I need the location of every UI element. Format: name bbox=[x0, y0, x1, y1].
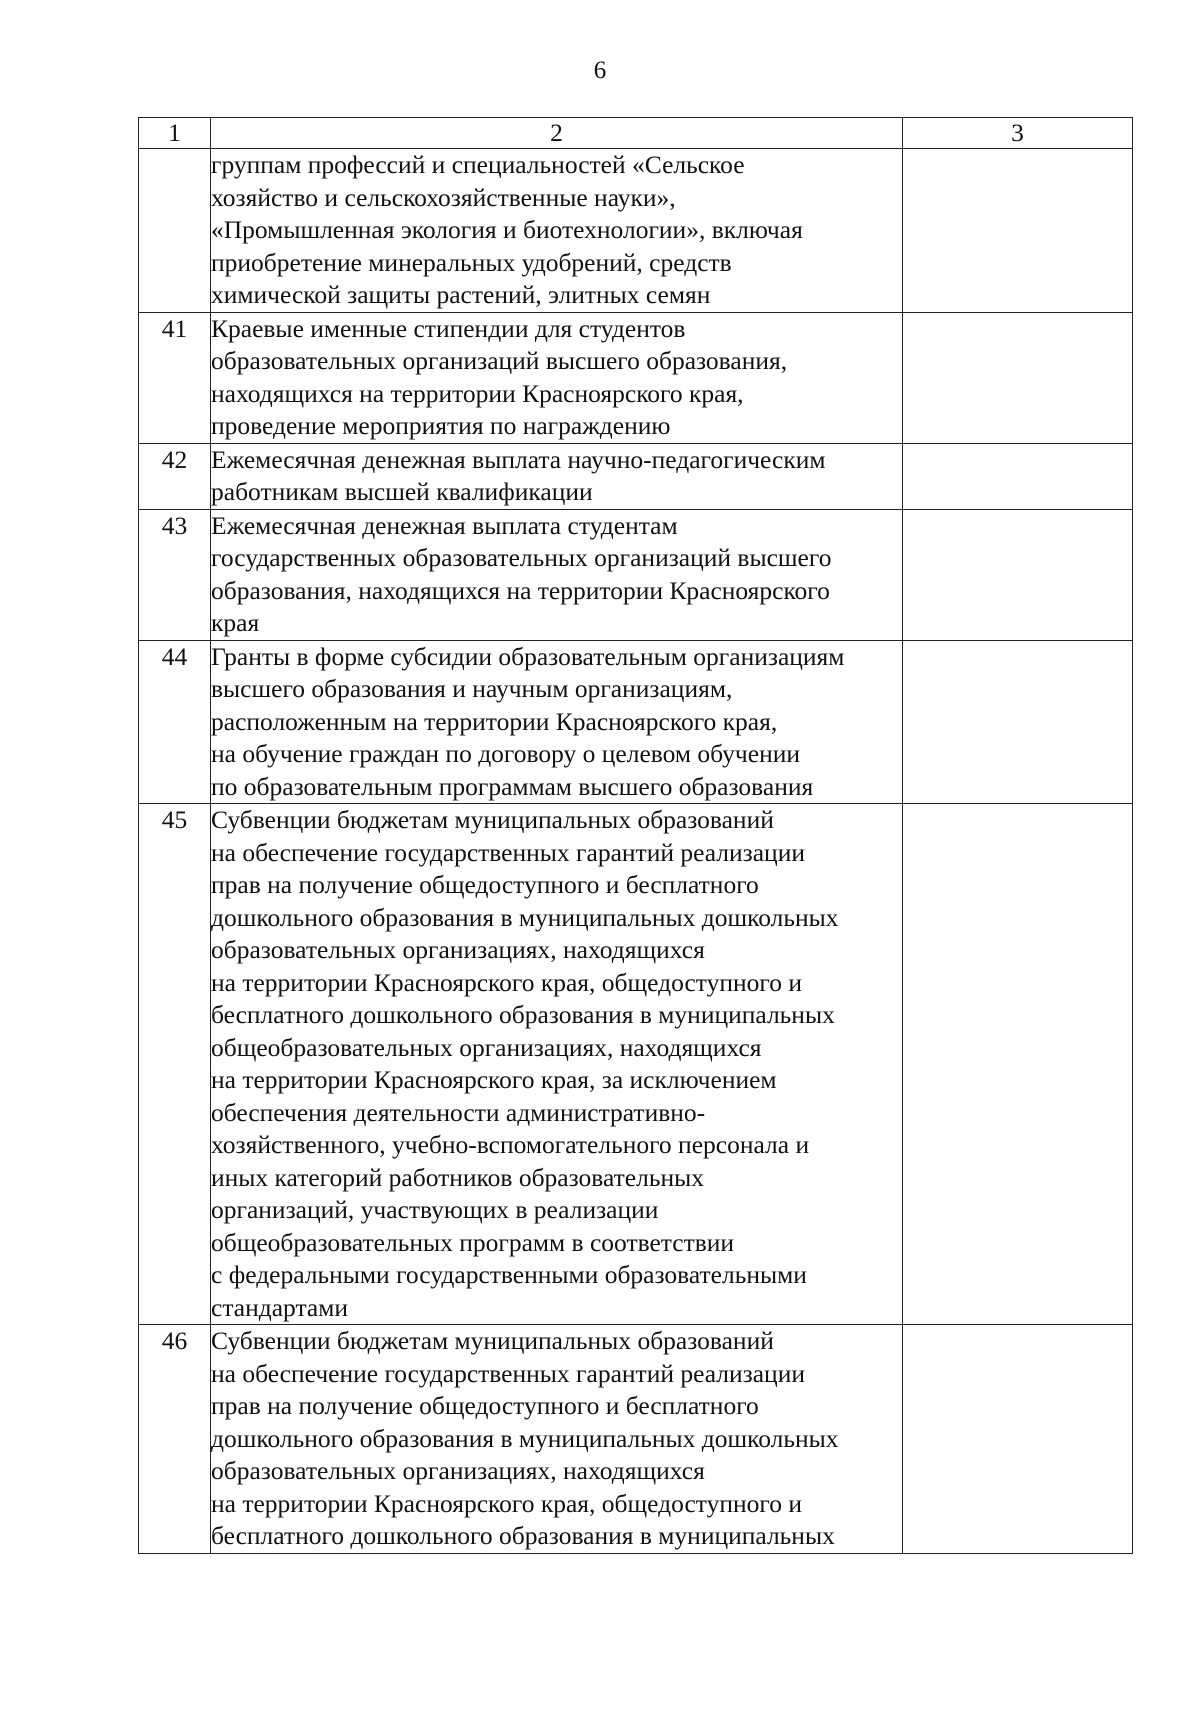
description-line: образовательных организациях, находящихся bbox=[211, 1456, 705, 1485]
table-header-row bbox=[139, 118, 1133, 149]
row-col-3 bbox=[903, 509, 1133, 640]
table-row bbox=[139, 312, 1133, 443]
description-line: на обеспечение государственных гарантий реализации bbox=[211, 837, 805, 867]
description-line: «Промышленная экология и биотехнологии», включая bbox=[211, 215, 803, 244]
description-line: Ежемесячная денежная выплата научно-педагогическим bbox=[211, 444, 826, 474]
description-line: хозяйство и сельскохозяйственные науки», bbox=[211, 182, 676, 212]
row-description bbox=[211, 443, 903, 509]
header-col-2: 2 bbox=[211, 118, 903, 149]
description-line: находящихся на территории Красноярского края, bbox=[211, 378, 744, 408]
description-line: проведение мероприятия по награждению bbox=[211, 411, 671, 440]
description-line: Краевые именные стипендии для студентов bbox=[211, 313, 686, 343]
row-description bbox=[211, 509, 903, 640]
description-line: общеобразовательных программ в соответствии bbox=[211, 1227, 735, 1257]
description-line: Гранты в форме субсидии образовательным организациям bbox=[211, 641, 845, 671]
description-line: работникам высшей квалификации bbox=[211, 477, 593, 506]
row-number: 41 bbox=[139, 312, 211, 443]
row-col-3 bbox=[903, 1325, 1133, 1554]
row-number: 46 bbox=[139, 1325, 211, 1554]
description-line: на территории Красноярского края, за исключением bbox=[211, 1065, 777, 1094]
description-line: хозяйственного, учебно-вспомогательного персонала и bbox=[211, 1130, 810, 1159]
row-description bbox=[211, 640, 903, 804]
row-description bbox=[211, 312, 903, 443]
row-col-3 bbox=[903, 149, 1133, 313]
description-line: Ежемесячная денежная выплата студентам bbox=[211, 510, 678, 540]
description-line: прав на получение общедоступного и бесплатного bbox=[211, 1391, 759, 1420]
table-row bbox=[139, 149, 1133, 313]
description-line: организаций, участвующих в реализации bbox=[211, 1195, 659, 1224]
table-row bbox=[139, 640, 1133, 804]
table-row bbox=[139, 509, 1133, 640]
header-col-1: 1 bbox=[139, 118, 211, 149]
description-line: стандартами bbox=[211, 1292, 349, 1322]
description-line: дошкольного образования в муниципальных дошкольных bbox=[211, 902, 839, 932]
description-line: химической защиты растений, элитных семян bbox=[211, 280, 711, 309]
description-line: общеобразовательных организациях, находящихся bbox=[211, 1032, 762, 1062]
description-line: бесплатного дошкольного образования в муниципальных bbox=[211, 1521, 835, 1550]
row-description bbox=[211, 1325, 903, 1554]
description-line: на обеспечение государственных гарантий реализации bbox=[211, 1358, 805, 1388]
description-line: на обучение граждан по договору о целевом обучении bbox=[211, 739, 801, 768]
row-description bbox=[211, 804, 903, 1325]
table-row bbox=[139, 804, 1133, 1325]
description-line: Субвенции бюджетам муниципальных образований bbox=[211, 1326, 774, 1355]
row-col-3 bbox=[903, 640, 1133, 804]
description-line: обеспечения деятельности административно- bbox=[211, 1097, 706, 1127]
description-line: группам профессий и специальностей «Сельское bbox=[211, 150, 745, 179]
row-number bbox=[139, 149, 211, 313]
table-row bbox=[139, 443, 1133, 509]
description-line: прав на получение общедоступного и бесплатного bbox=[211, 870, 759, 899]
row-description bbox=[211, 149, 903, 313]
row-number: 45 bbox=[139, 804, 211, 1325]
description-line: приобретение минеральных удобрений, средств bbox=[211, 247, 732, 277]
description-line: иных категорий работников образовательных bbox=[211, 1162, 704, 1192]
description-line: на территории Красноярского края, общедоступного и bbox=[211, 1488, 802, 1518]
description-line: высшего образования и научным организациям, bbox=[211, 674, 733, 703]
description-line: края bbox=[211, 608, 260, 637]
header-col-3: 3 bbox=[903, 118, 1133, 149]
description-line: образовательных организаций высшего образования, bbox=[211, 346, 788, 375]
row-number: 43 bbox=[139, 509, 211, 640]
description-line: расположенным на территории Красноярского края, bbox=[211, 706, 778, 736]
page-number: 6 bbox=[593, 57, 607, 84]
description-line: по образовательным программам высшего образования bbox=[211, 771, 814, 801]
description-line: образования, находящихся на территории Красноярского bbox=[211, 575, 830, 605]
description-line: бесплатного дошкольного образования в муниципальных bbox=[211, 1000, 835, 1029]
description-line: Субвенции бюджетам муниципальных образований bbox=[211, 805, 774, 834]
description-line: образовательных организациях, находящихся bbox=[211, 935, 705, 964]
row-number: 42 bbox=[139, 443, 211, 509]
row-col-3 bbox=[903, 804, 1133, 1325]
row-col-3 bbox=[903, 443, 1133, 509]
row-col-3 bbox=[903, 312, 1133, 443]
row-number: 44 bbox=[139, 640, 211, 804]
description-line: с федеральными государственными образовательными bbox=[211, 1260, 807, 1289]
description-line: дошкольного образования в муниципальных дошкольных bbox=[211, 1423, 839, 1453]
budget-items-table bbox=[138, 117, 1133, 1554]
description-line: государственных образовательных организаций высшего bbox=[211, 543, 832, 572]
table-row bbox=[139, 1325, 1133, 1554]
description-line: на территории Красноярского края, общедоступного и bbox=[211, 967, 802, 997]
